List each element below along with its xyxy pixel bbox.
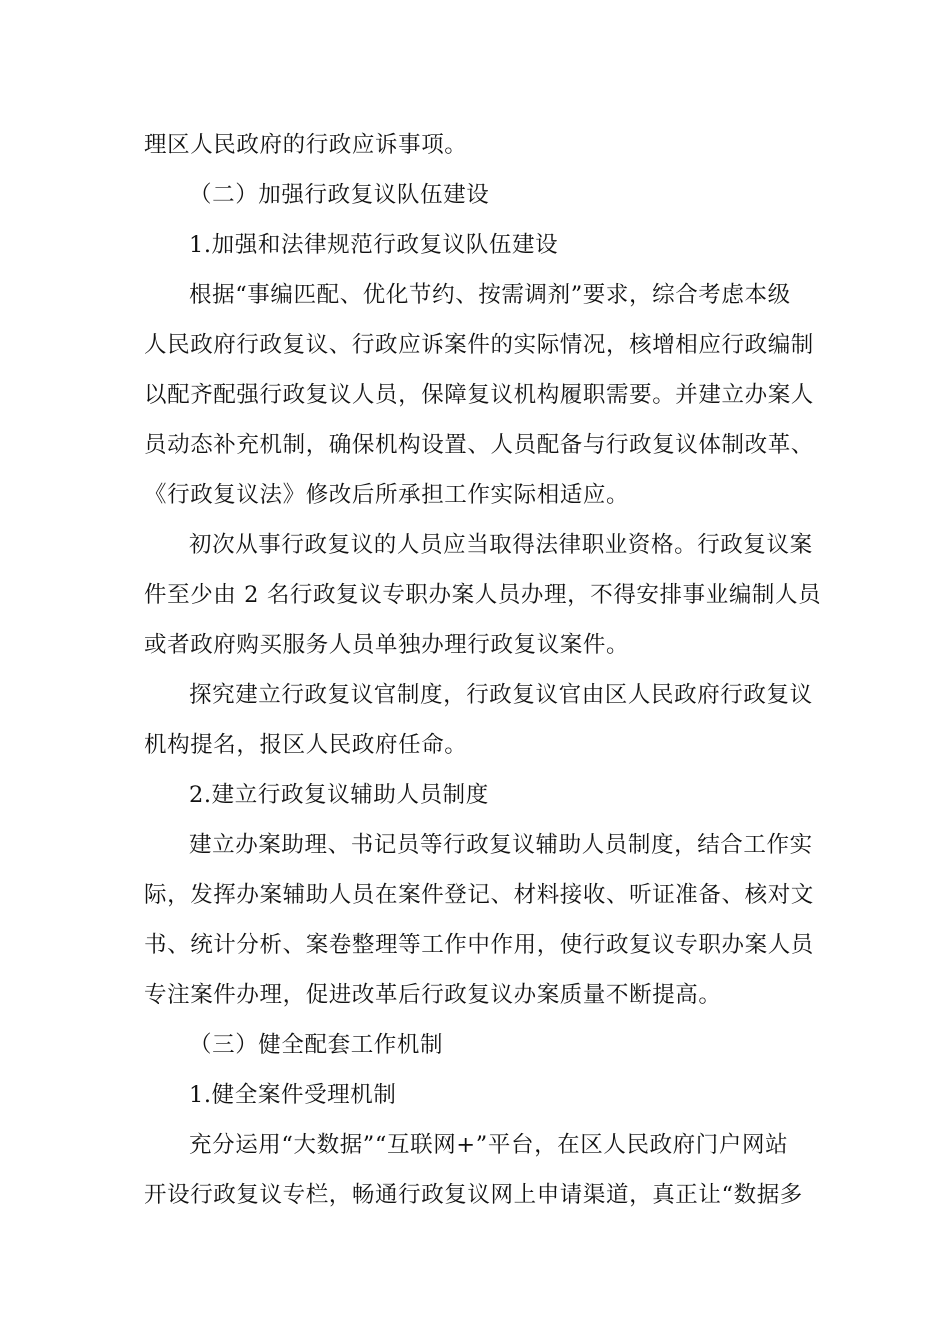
text-line: 机构提名，报区人民政府任命。 [144,732,468,758]
section-heading-2 [144,170,808,220]
text-line: 初次从事行政复议的人员应当取得法律职业资格。行政复议案 [189,532,813,558]
subsection-heading-3 [144,1070,808,1120]
text-line: 1.加强和法律规范行政复议队伍建设 [189,232,559,258]
paragraph-continuation [144,120,808,170]
text-line: 开设行政复议专栏，畅通行政复议网上申请渠道，真正让“数据多 [144,1182,803,1208]
text-line: 建立办案助理、书记员等行政复议辅助人员制度，结合工作实 [189,832,813,858]
paragraph-qualification [144,520,822,670]
text-line: 理区人民政府的行政应诉事项。 [144,132,468,158]
section-heading-3 [144,1020,808,1070]
text-line: （三）健全配套工作机制 [189,1032,444,1058]
text-line: （二）加强行政复议队伍建设 [189,182,490,208]
paragraph-review-officer [144,670,813,770]
paragraph-staffing [144,270,814,520]
text-line: 《行政复议法》修改后所承担工作实际相适应。 [144,482,630,508]
text-line: 或者政府购买服务人员单独办理行政复议案件。 [144,632,630,658]
subsection-heading-2 [144,770,808,820]
text-line: 根据“事编匹配、优化节约、按需调剂”要求，综合考虑本级 [189,282,791,308]
paragraph-case-acceptance [144,1120,808,1220]
text-line: 1.健全案件受理机制 [189,1082,397,1108]
text-line: 际，发挥办案辅助人员在案件登记、材料接收、听证准备、核对文 [144,882,814,908]
subsection-heading-1 [144,220,808,270]
text-line: 书、统计分析、案卷整理等工作中作用，使行政复议专职办案人员 [144,932,814,958]
text-line: 以配齐配强行政复议人员，保障复议机构履职需要。并建立办案人 [144,382,814,408]
text-line: 2.建立行政复议辅助人员制度 [189,782,489,808]
text-line: 专注案件办理，促进改革后行政复议办案质量不断提高。 [144,982,722,1008]
paragraph-assistants [144,820,814,1020]
text-line: 充分运用“大数据”“互联网+”平台，在区人民政府门户网站 [189,1132,789,1158]
text-line: 件至少由 2 名行政复议专职办案人员办理，不得安排事业编制人员 [144,582,822,608]
text-line: 人民政府行政复议、行政应诉案件的实际情况，核增相应行政编制 [144,332,814,358]
text-line: 员动态补充机制，确保机构设置、人员配备与行政复议体制改革、 [144,432,814,458]
document-page [144,120,822,1220]
text-line: 探究建立行政复议官制度，行政复议官由区人民政府行政复议 [189,682,813,708]
